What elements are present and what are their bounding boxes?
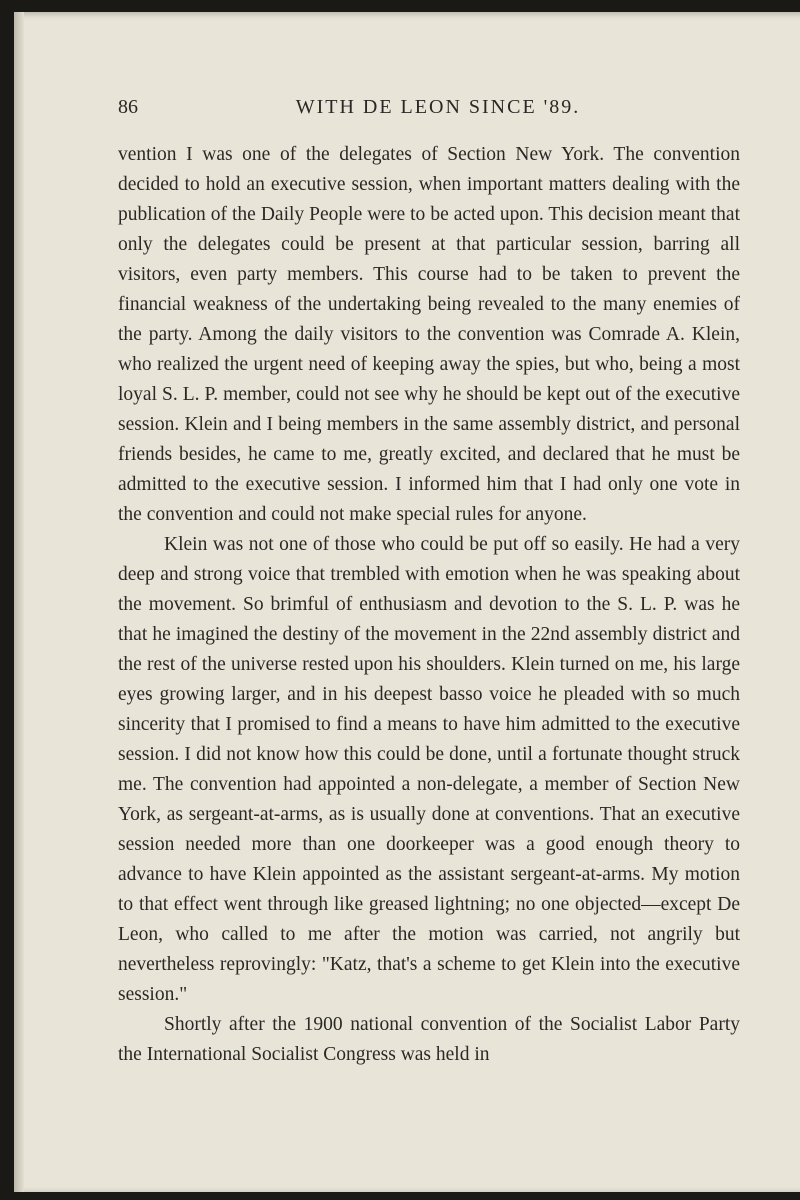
running-title: WITH DE LEON SINCE '89.	[295, 96, 581, 118]
paragraph-2: Klein was not one of those who could be put off so easily. He had a very deep and strong voice that trembled with emotion when he was speaking about the movement. So brimful of enthusiasm and devotion to the S. L. P. was he that he imagined the destiny of the movement in the 22nd assembly district and the rest of the universe rested upon his shoulders. Klein turned on me, his large eyes growing larger, and in his deepest basso voice he pleaded with so much sincerity that I promised to find a means to have him admitted to the executive session. I did not know how this could be done, until a fortunate thought struck me. The convention had appointed a non-delegate, a member of Section New York, as sergeant-at-arms, as is usually done at conventions. That an executive session needed more than one doorkeeper was a good enough theory to advance to have Klein appointed as the assistant sergeant-at-arms. My motion to that effect went through like greased lightning; no one objected—except De Leon, who called to me after the motion was carried, not angrily but nevertheless reprovingly: "Katz, that's a scheme to get Klein into the executive session."	[118, 534, 740, 1005]
page-number: 86	[118, 96, 138, 118]
page-header	[118, 96, 758, 124]
paragraph-3: Shortly after the 1900 national convention of the Socialist Labor Party the International Socialist Congress was held in	[118, 1014, 740, 1065]
paragraph-1: vention I was one of the delegates of Section New York. The convention decided to hold an executive session, when important matters dealing with the publication of the Daily People were to be acted upon. This decision meant that only the delegates could be present at that particular session, barring all visitors, even party members. This course had to be taken to prevent the financial weakness of the undertaking being revealed to the many enemies of the party. Among the daily visitors to the convention was Comrade A. Klein, who realized the urgent need of keeping away the spies, but who, being a most loyal S. L. P. member, could not see why he should be kept out of the executive session. Klein and I being members in the same assembly district, and personal friends besides, he came to me, greatly excited, and declared that he must be admitted to the executive session. I informed him that I had only one vote in the convention and could not make special rules for anyone.	[118, 144, 740, 525]
body-text	[118, 140, 740, 1070]
page-gutter-shadow	[14, 12, 24, 1192]
